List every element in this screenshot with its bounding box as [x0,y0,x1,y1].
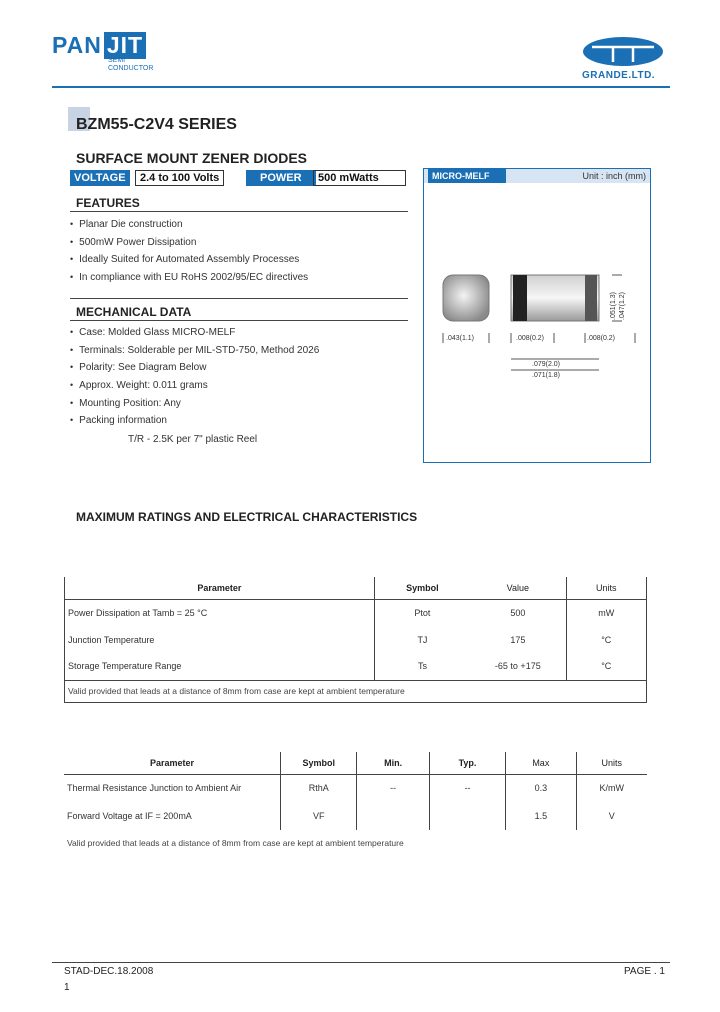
package-diagram-box [423,168,651,463]
cell-value: 175 [510,634,526,645]
col-parameter: Parameter [149,757,194,768]
cell-parameter: Thermal Resistance Junction to Ambient Air [67,783,242,794]
voltage-value: 2.4 to 100 Volts [135,170,224,186]
list-item: • Mounting Position: Any [70,396,319,414]
cell-units: °C [566,653,647,680]
dim-end: .008(0.2) [587,335,616,342]
cathode-band [513,275,527,321]
end-cap [585,275,597,321]
cell-parameter: Forward Voltage at IF = 200mA [67,811,192,821]
table-note-row [64,830,647,856]
cell-min: -- [357,774,429,802]
col-units: Units [566,577,647,599]
cell-units: V [576,802,647,830]
cell-typ [429,802,505,830]
list-item: • Polarity: See Diagram Below [70,360,319,378]
cell-parameter: Junction Temperature [65,626,375,653]
footer-rule [52,962,670,963]
list-item: • Packing information [70,413,319,431]
col-typ: Typ. [429,752,505,774]
logo-pan: PAN [52,32,102,58]
list-item: • In compliance with EU RoHS 2002/95/EC directives [70,270,308,288]
dim-band: .008(0.2) [516,335,545,342]
cell-symbol: Ts [374,653,470,680]
dim-height-min: .047(1.2) [619,291,626,320]
table-row [65,626,647,653]
list-item: • 500mW Power Dissipation [70,235,308,253]
cell-min [357,802,429,830]
cell-symbol: RthA [280,774,356,802]
col-parameter: Parameter [65,577,375,599]
cell-parameter: Storage Temperature Range [65,653,375,680]
logo-semi-line1: SEMI [108,57,126,64]
micro-melf-diagram [424,183,650,461]
package-header [424,169,650,183]
table-note: Valid provided that leads at a distance of 8mm from case are kept at ambient temperature [65,680,647,702]
power-value: 500 mWatts [313,170,406,186]
panjit-logo [52,32,146,59]
features-heading: FEATURES [76,196,140,210]
table-header-row [65,577,647,599]
dim-height-max: .051(1.3) [610,291,617,320]
dim-length-min: .071(1.8) [532,372,561,379]
footer-page: PAGE . 1 [624,966,665,977]
logo-jit: JIT [104,32,146,59]
list-item: • Terminals: Solderable per MIL-STD-750, Method 2026 [70,343,319,361]
col-units: Units [576,752,647,774]
cell-units: K/mW [576,774,647,802]
dim-diameter: .043(1.1) [446,335,475,342]
header-rule [52,86,670,88]
ratings-heading: MAXIMUM RATINGS AND ELECTRICAL CHARACTERISTICS [76,510,418,524]
footer-number: 1 [64,982,70,993]
cell-parameter: Power Dissipation at Tamb = 25 °C [65,599,375,626]
mechanical-list [70,325,319,431]
col-max: Max [506,752,576,774]
cell-typ: -- [429,774,505,802]
table-note-row [65,680,647,702]
col-symbol: Symbol [374,577,470,599]
cell-value: 500 [510,607,526,618]
list-item: • Planar Die construction [70,217,308,235]
grande-ltd-text: GRANDE.LTD. [582,70,656,81]
logo-semiconductor [108,57,153,73]
table-row [65,653,647,680]
package-unit: Unit : inch (mm) [582,171,646,181]
power-label: POWER [246,170,316,186]
list-item: • Ideally Suited for Automated Assembly Processes [70,252,308,270]
col-symbol: Symbol [280,752,356,774]
col-value: Value [506,582,529,593]
characteristics-table [64,752,647,856]
end-view-icon [443,275,489,321]
cell-units: °C [566,626,647,653]
mechanical-rule [70,320,408,321]
voltage-label: VOLTAGE [70,170,130,186]
footer-date: STAD-DEC.18.2008 [64,966,154,977]
cell-symbol: TJ [374,626,470,653]
table-note: Valid provided that leads at a distance of 8mm from case are kept at ambient temperature [67,838,404,848]
dim-length-max: .079(2.0) [532,361,561,368]
package-name: MICRO-MELF [428,169,506,183]
cell-value: -65 to +175 [494,661,541,672]
grande-logo-icon [582,36,664,67]
table-row [65,599,647,626]
cell-max: 1.5 [506,802,576,830]
series-title: BZM55-C2V4 SERIES [76,116,237,133]
ratings-table [64,577,647,703]
packing-detail: T/R - 2.5K per 7" plastic Reel [128,434,258,445]
cell-max: 0.3 [506,774,576,802]
cell-symbol: VF [280,802,356,830]
col-min: Min. [357,752,429,774]
mechanical-heading: MECHANICAL DATA [76,305,192,319]
product-subtitle: SURFACE MOUNT ZENER DIODES [76,150,308,166]
table-row [64,802,647,830]
list-item: • Case: Molded Glass MICRO-MELF [70,325,319,343]
table-header-row [64,752,647,774]
logo-semi-line2: CONDUCTOR [108,65,154,72]
list-item: • Approx. Weight: 0.011 grams [70,378,319,396]
cell-symbol: Ptot [374,599,470,626]
features-list [70,217,308,288]
table-row [64,774,647,802]
features-rule [70,211,408,212]
mechanical-top-rule [70,298,408,299]
cell-units: mW [566,599,647,626]
